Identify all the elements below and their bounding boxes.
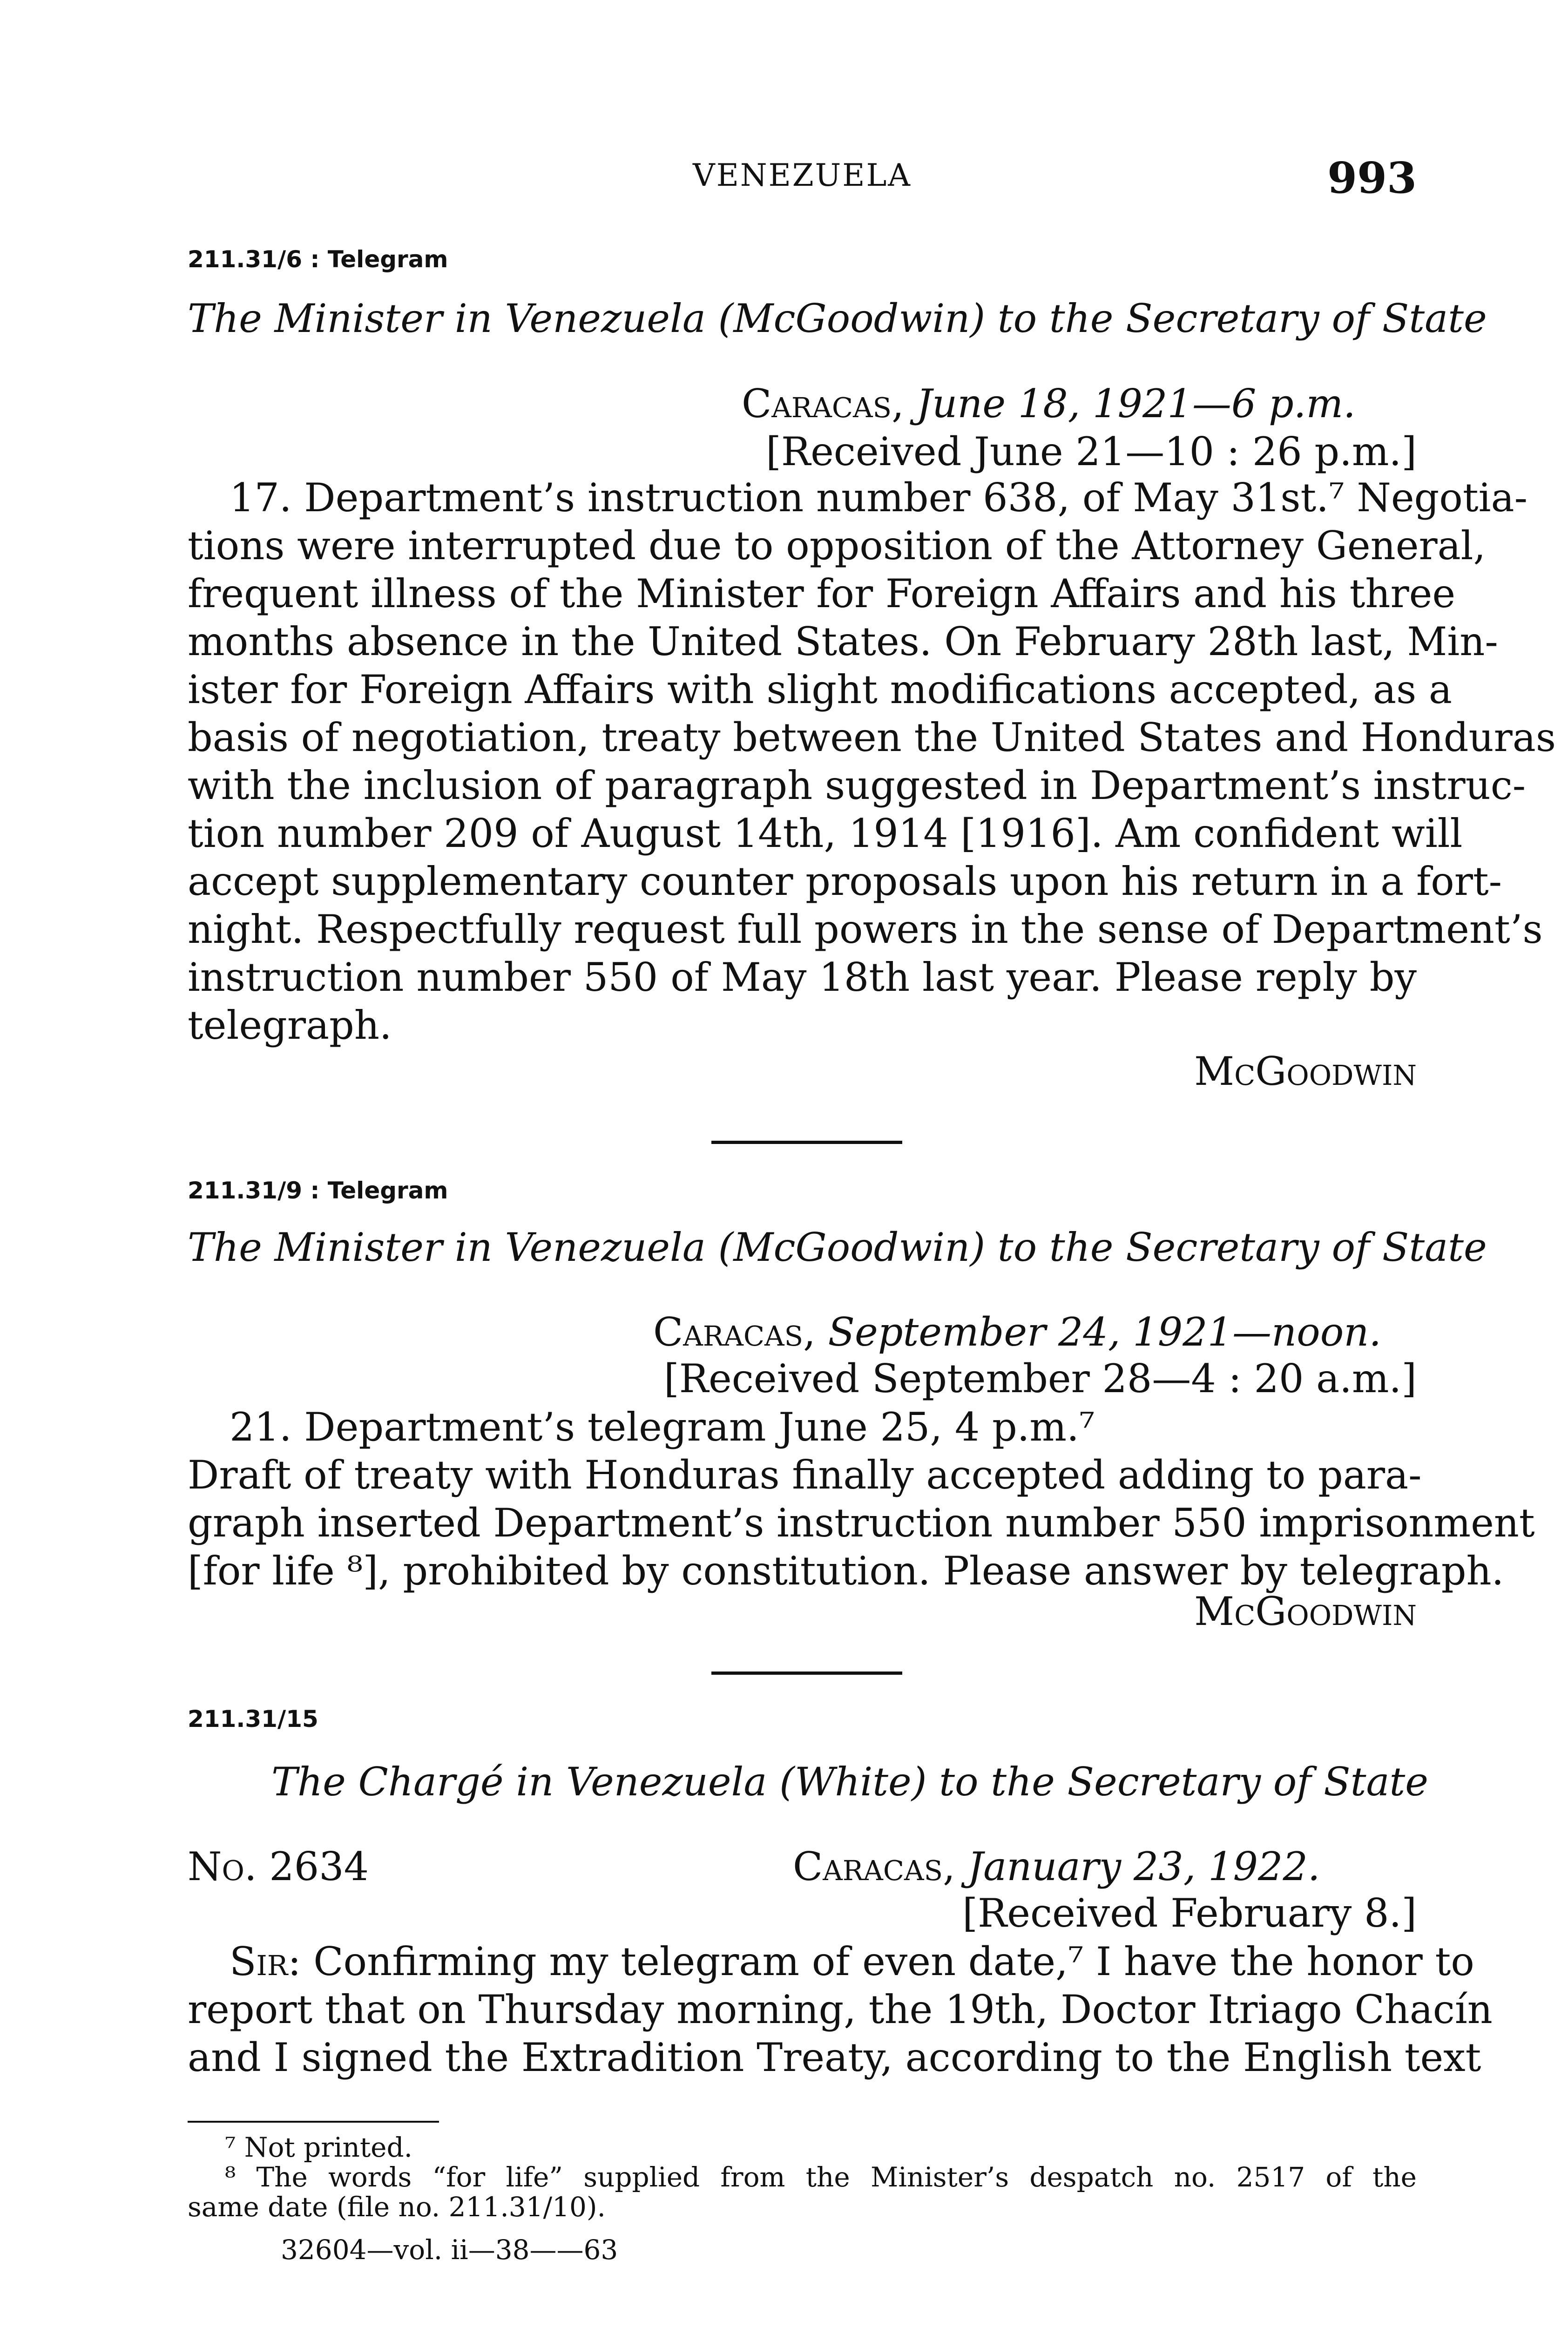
signature: McGoodwin [1194, 1049, 1417, 1094]
telegram-body [188, 474, 1556, 1049]
dateline [653, 1309, 1381, 1355]
place-name: Caracas, [742, 381, 904, 426]
section-divider [711, 1141, 902, 1144]
document-heading: The Minister in Venezuela (McGoodwin) to the Secretary of State [188, 1225, 1487, 1270]
received-line: [Received September 28—4 : 20 a.m.] [664, 1356, 1417, 1401]
footnote-rule [188, 2121, 439, 2123]
salutation: Sir: [230, 1939, 301, 1984]
despatch-body [188, 1938, 1493, 2082]
body-line [188, 1938, 1474, 1986]
section-divider [711, 1672, 902, 1675]
despatch-number: No. 2634 [188, 1844, 369, 1889]
dateline [742, 381, 1356, 426]
body-line: tion number 209 of August 14th, 1914 [1916]. Am confident will [188, 811, 1463, 856]
document-page [188, 0, 1556, 2328]
footnote-8-continued: same date (file no. 211.31/10). [188, 2191, 606, 2223]
dateline [793, 1844, 1320, 1889]
file-reference: 211.31/9 : Telegram [188, 1177, 448, 1204]
body-line: night. Respectfully request full powers in the sense of Department’s [188, 907, 1543, 952]
body-line: accept supplementary counter proposals upon his return in a fort- [188, 859, 1502, 904]
signature: McGoodwin [1194, 1589, 1417, 1634]
date: September 24, 1921—noon. [828, 1309, 1382, 1355]
body-line: tions were interrupted due to opposition of the Attorney General, [188, 523, 1486, 568]
place-name: Caracas, [793, 1844, 955, 1889]
document-heading: The Minister in Venezuela (McGoodwin) to the Secretary of State [188, 296, 1487, 341]
received-line: [Received February 8.] [962, 1890, 1417, 1936]
body-line: graph inserted Department’s instruction number 550 imprisonment [188, 1500, 1535, 1546]
page-number: 993 [1327, 153, 1417, 203]
body-line: telegraph. [188, 1002, 392, 1048]
body-line: and I signed the Extradition Treaty, according to the English text [188, 2035, 1481, 2080]
file-reference: 211.31/6 : Telegram [188, 246, 448, 273]
print-code: 32604—vol. ii—38——63 [281, 2234, 618, 2266]
file-reference: 211.31/15 [188, 1705, 318, 1732]
telegram-body [188, 1403, 1535, 1595]
body-line-text: Confirming my telegram of even date,⁷ I have the honor to [313, 1939, 1474, 1984]
body-line: 17. Department’s instruction number 638, of May 31st.⁷ Negotia- [230, 475, 1527, 521]
document-heading: The Chargé in Venezuela (White) to the Secretary of State [271, 1759, 1429, 1805]
date: January 23, 1922. [967, 1844, 1320, 1889]
footnote-7: ⁷ Not printed. [225, 2132, 413, 2163]
body-line: with the inclusion of paragraph suggested in Department’s instruc- [188, 763, 1526, 808]
body-line: ister for Foreign Affairs with slight modifications accepted, as a [188, 667, 1453, 712]
body-line: basis of negotiation, treaty between the United States and Honduras [188, 715, 1556, 760]
body-line: months absence in the United States. On February 28th last, Min- [188, 619, 1498, 664]
body-line: frequent illness of the Minister for Foreign Affairs and his three [188, 571, 1456, 616]
running-title: VENEZUELA [693, 157, 912, 193]
body-line: instruction number 550 of May 18th last year. Please reply by [188, 954, 1417, 1000]
place-name: Caracas, [653, 1309, 816, 1355]
body-line: 21. Department’s telegram June 25, 4 p.m.⁷ [230, 1404, 1095, 1450]
body-line: report that on Thursday morning, the 19th, Doctor Itriago Chacín [188, 1987, 1493, 2032]
body-line: Draft of treaty with Honduras finally accepted adding to para- [188, 1452, 1422, 1498]
received-line: [Received June 21—10 : 26 p.m.] [766, 429, 1417, 474]
body-line: [for life ⁸], prohibited by constitution. Please answer by telegraph. [188, 1548, 1504, 1594]
footnote-8: ⁸ The words “for life” supplied from the Minister’s despatch no. 2517 of the [225, 2161, 1417, 2193]
date: June 18, 1921—6 p.m. [916, 381, 1356, 426]
